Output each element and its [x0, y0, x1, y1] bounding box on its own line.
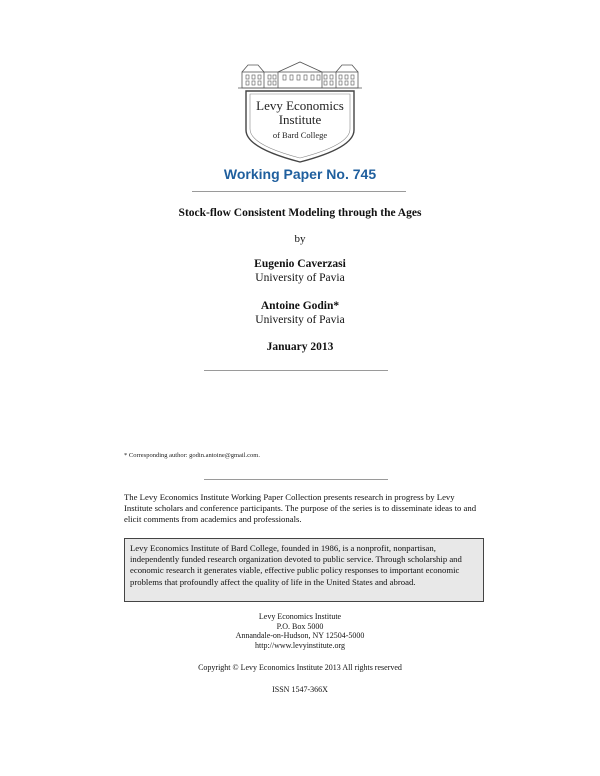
- institute-description-box: Levy Economics Institute of Bard College, founded in 1986, is a nonprofit, nonpartisan, independently funded research organization devoted to public service. Through scholarship and economic research it generates viable, effective public policy responses to important economic problems that profoundly affect the quality of life in the United States and abroad.: [124, 538, 484, 602]
- copyright-notice: Copyright © Levy Economics Institute 2013 All rights reserved: [198, 663, 402, 672]
- issn: ISSN 1547-366X: [272, 685, 328, 694]
- address-line: P.O. Box 5000: [276, 621, 324, 631]
- paper-title: Stock-flow Consistent Modeling through the Ages: [178, 207, 422, 219]
- divider: [204, 479, 388, 480]
- author-name: Antoine Godin*: [260, 300, 340, 312]
- publication-date: January 2013: [266, 341, 334, 353]
- website-link[interactable]: http://www.levyinstitute.org: [255, 640, 345, 650]
- logo-line-1: Levy Economics: [256, 98, 344, 113]
- building-icon: [238, 62, 362, 88]
- author-affiliation: University of Pavia: [255, 314, 345, 326]
- byline: by: [294, 233, 306, 245]
- logo-line-2: Institute: [278, 112, 322, 127]
- address-line: Levy Economics Institute: [258, 612, 342, 621]
- address-line: Annandale-on-Hudson, NY 12504-5000: [235, 631, 365, 641]
- divider: [192, 191, 406, 192]
- author-name: Eugenio Caverzasi: [254, 258, 346, 270]
- series-description: The Levy Economics Institute Working Paper Collection presents research in progress by Levy Institute scholars and conference participants. The purpose of the series is to disseminate ideas to and elicit comments from academics and professionals.: [124, 492, 477, 525]
- logo-line-3: of Bard College: [272, 130, 328, 140]
- levy-institute-logo: [238, 60, 362, 164]
- institute-address: [0, 612, 600, 650]
- divider: [204, 370, 388, 371]
- working-paper-number: Working Paper No. 745: [223, 166, 377, 182]
- author-affiliation: University of Pavia: [255, 272, 345, 284]
- corresponding-author-footnote: * Corresponding author: godin.antoine@gmail.com.: [124, 452, 260, 459]
